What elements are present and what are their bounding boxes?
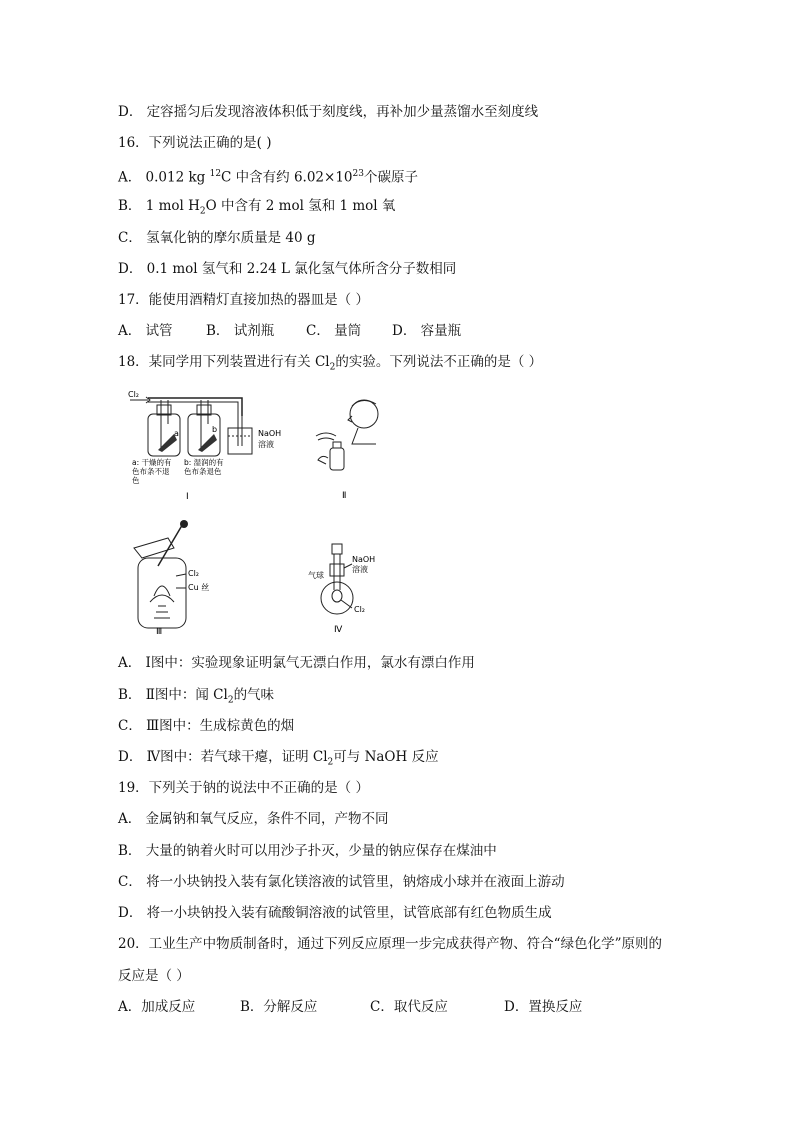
q18-option-c: C． Ⅲ图中：生成棕黄色的烟: [118, 718, 295, 734]
svg-text:a: a: [174, 429, 179, 438]
svg-text:Ⅳ: Ⅳ: [334, 625, 343, 635]
q19-option-b: B． 大量的钠着火时可以用沙子扑灭，少量的钠应保存在煤油中: [118, 843, 497, 859]
q19-stem: 19．下列关于钠的说法中不正确的是（ ）: [118, 780, 369, 796]
svg-text:色布条不退: 色布条不退: [132, 467, 170, 476]
figure-2-smelling-gas: [312, 392, 382, 504]
svg-text:Cu 丝: Cu 丝: [188, 583, 210, 592]
svg-text:NaOH: NaOH: [258, 429, 282, 438]
q16-option-a: A． 0.012 kg $^{12}$C 中含有约 $6.02\times 10^{23}$个碳原子: [118, 169, 418, 186]
svg-text:a: 干燥的有: a: 干燥的有: [132, 458, 172, 467]
q19-option-d: D． 将一小块钠投入装有硫酸铜溶液的试管里，试管底部有红色物质生成: [118, 905, 552, 921]
q17-stem: 17．能使用酒精灯直接加热的器皿是（ ）: [118, 292, 369, 308]
q20-stem-line-2: 反应是（ ）: [118, 968, 190, 984]
svg-text:Ⅲ: Ⅲ: [156, 627, 163, 636]
svg-text:色: 色: [132, 476, 140, 485]
svg-text:Ⅰ: Ⅰ: [186, 492, 189, 502]
q17-option-c: C． 量筒: [306, 323, 362, 339]
svg-text:溶液: 溶液: [258, 440, 274, 449]
q15-option-d: D． 定容摇匀后发现溶液体积低于刻度线，再补加少量蒸馏水至刻度线: [118, 104, 539, 120]
q20-options: [118, 998, 582, 1016]
figure-4-balloon-flask: [306, 540, 386, 636]
q20-option-c: C．取代反应: [370, 999, 448, 1015]
svg-text:Cl₂: Cl₂: [188, 569, 200, 578]
q16-stem: 16．下列说法正确的是( ): [118, 135, 272, 151]
q20-stem-line-1: 20．工业生产中物质制备时，通过下列反应原理一步完成获得产物、符合“绿色化学”原则的: [118, 936, 662, 952]
q16-option-d: D． 0.1 mol 氢气和 2.24 L 氯化氢气体所含分子数相同: [118, 261, 457, 277]
svg-text:气球: 气球: [308, 571, 324, 580]
q17-option-d: D． 容量瓶: [392, 323, 462, 339]
svg-text:色布条退色: 色布条退色: [184, 467, 222, 476]
q18-option-a: A． Ⅰ图中：实验现象证明氯气无漂白作用，氯水有漂白作用: [118, 655, 475, 671]
q19-option-a: A． 金属钠和氧气反应，条件不同，产物不同: [118, 811, 389, 827]
q16-option-c: C． 氢氧化钠的摩尔质量是 40 g: [118, 230, 316, 246]
q16-option-b: B． 1 mol $H_2O$ 中含有 2 mol 氢和 1 mol 氧: [118, 198, 396, 217]
svg-text:Cl₂: Cl₂: [354, 605, 366, 614]
svg-text:b: 湿润的有: b: 湿润的有: [184, 458, 224, 467]
q19-option-c: C． 将一小块钠投入装有氯化镁溶液的试管里，钠熔成小球并在液面上游动: [118, 874, 565, 890]
svg-text:Cl₂: Cl₂: [128, 390, 140, 399]
svg-text:b: b: [212, 425, 218, 434]
q20-option-b: B．分解反应: [240, 999, 318, 1015]
q20-option-a: A．加成反应: [118, 999, 196, 1015]
q18-option-b: B． Ⅱ图中：闻 $Cl_2$的气味: [118, 687, 275, 706]
q17-options: [118, 322, 461, 340]
svg-text:溶液: 溶液: [352, 565, 368, 574]
figure-3-copper-burning: [128, 518, 228, 636]
q18-stem: 18．某同学用下列装置进行有关 $Cl_2$的实验。下列说法不正确的是（ ）: [118, 354, 543, 373]
svg-text:NaOH: NaOH: [352, 555, 376, 564]
q17-option-a: A． 试管: [118, 323, 173, 339]
q17-option-b: B． 试剂瓶: [206, 323, 275, 339]
q18-option-d: D． Ⅳ图中：若气球干瘪，证明 $Cl_2$可与 NaOH 反应: [118, 749, 439, 768]
figure-1-gas-washing-apparatus: [124, 386, 294, 504]
svg-text:Ⅱ: Ⅱ: [342, 491, 347, 501]
q20-option-d: D．置换反应: [504, 999, 583, 1015]
